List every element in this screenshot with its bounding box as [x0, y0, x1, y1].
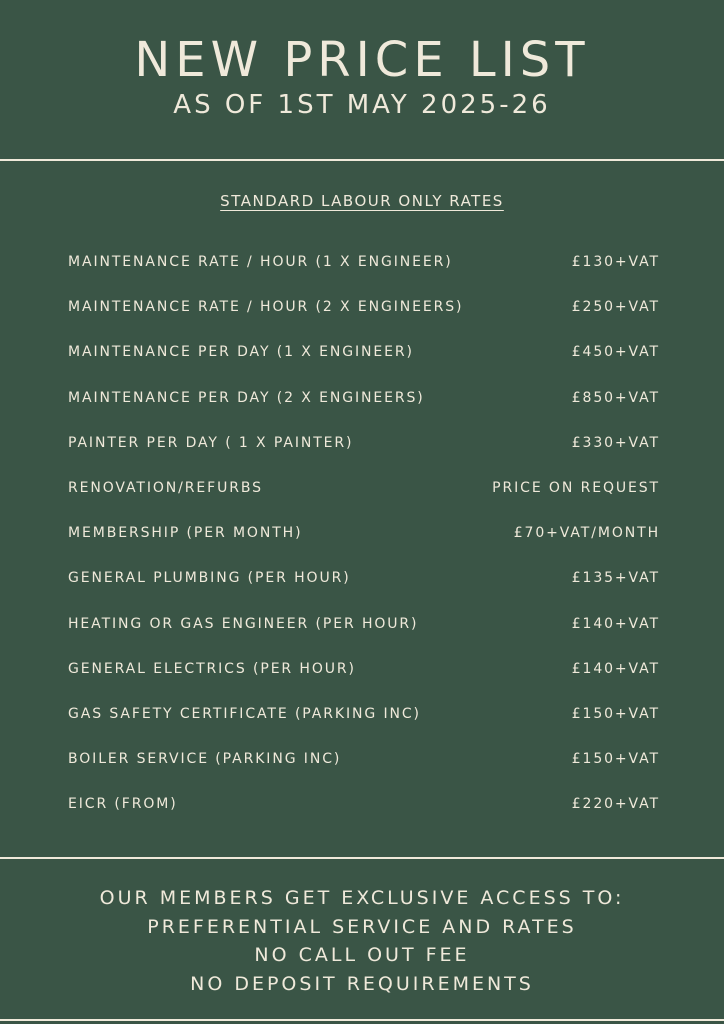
top-divider [0, 159, 724, 161]
rate-price: £850+VAT [571, 389, 660, 406]
rate-name: MAINTENANCE RATE / HOUR (2 X ENGINEERS) [68, 299, 464, 316]
section-heading [0, 192, 724, 210]
benefits-heading: OUR MEMBERS GET EXCLUSIVE ACCESS TO: [99, 887, 625, 909]
rate-row [68, 661, 660, 706]
rate-row [68, 525, 660, 570]
rate-name: GENERAL ELECTRICS (PER HOUR) [68, 660, 356, 677]
rate-price: £140+VAT [571, 660, 660, 677]
rate-name: RENOVATION/REFURBS [68, 479, 263, 496]
rate-row [68, 435, 660, 480]
rate-row [68, 254, 660, 299]
rate-price: £150+VAT [571, 705, 660, 722]
header [0, 0, 724, 160]
rate-name: HEATING OR GAS ENGINEER (PER HOUR) [68, 615, 419, 632]
page-title: NEW PRICE LIST [134, 32, 590, 88]
rate-price: £330+VAT [571, 434, 660, 451]
rate-price: £220+VAT [571, 796, 660, 813]
rate-row [68, 706, 660, 751]
rate-name: MAINTENANCE PER DAY (2 X ENGINEERS) [68, 389, 425, 406]
rate-name: MAINTENANCE RATE / HOUR (1 X ENGINEER) [68, 254, 453, 270]
middle-divider [0, 857, 724, 859]
rate-price: PRICE ON REQUEST [492, 479, 660, 496]
rate-price: £250+VAT [571, 299, 660, 316]
page-subtitle: AS OF 1ST MAY 2025-26 [173, 90, 551, 120]
rate-price: £130+VAT [571, 254, 660, 270]
rate-price: £140+VAT [571, 615, 660, 632]
section-heading-text: STANDARD LABOUR ONLY RATES [220, 192, 504, 210]
rate-name: MEMBERSHIP (PER MONTH) [68, 525, 303, 542]
rate-name: EICR (FROM) [68, 796, 178, 813]
rate-row [68, 796, 660, 841]
benefit-item: NO CALL OUT FEE [254, 944, 470, 966]
rate-price: £150+VAT [571, 751, 660, 768]
rate-name: PAINTER PER DAY ( 1 X PAINTER) [68, 434, 354, 451]
rate-name: GAS SAFETY CERTIFICATE (PARKING INC) [68, 705, 421, 722]
rate-name: GENERAL PLUMBING (PER HOUR) [68, 570, 351, 587]
member-benefits [0, 884, 724, 998]
rate-name: BOILER SERVICE (PARKING INC) [68, 751, 342, 768]
rate-row [68, 751, 660, 796]
rate-name: MAINTENANCE PER DAY (1 X ENGINEER) [68, 344, 414, 361]
rate-row [68, 390, 660, 435]
rate-row [68, 344, 660, 389]
rate-price: £450+VAT [571, 344, 660, 361]
rate-price: £70+VAT/MONTH [513, 525, 660, 542]
rate-row [68, 480, 660, 525]
benefit-item: PREFERENTIAL SERVICE AND RATES [147, 915, 577, 938]
rate-row [68, 616, 660, 661]
bottom-divider [0, 1019, 724, 1021]
rate-price: £135+VAT [571, 570, 660, 587]
rate-row [68, 299, 660, 344]
rates-list [68, 254, 660, 841]
rate-row [68, 570, 660, 615]
benefit-item: NO DEPOSIT REQUIREMENTS [190, 972, 534, 995]
